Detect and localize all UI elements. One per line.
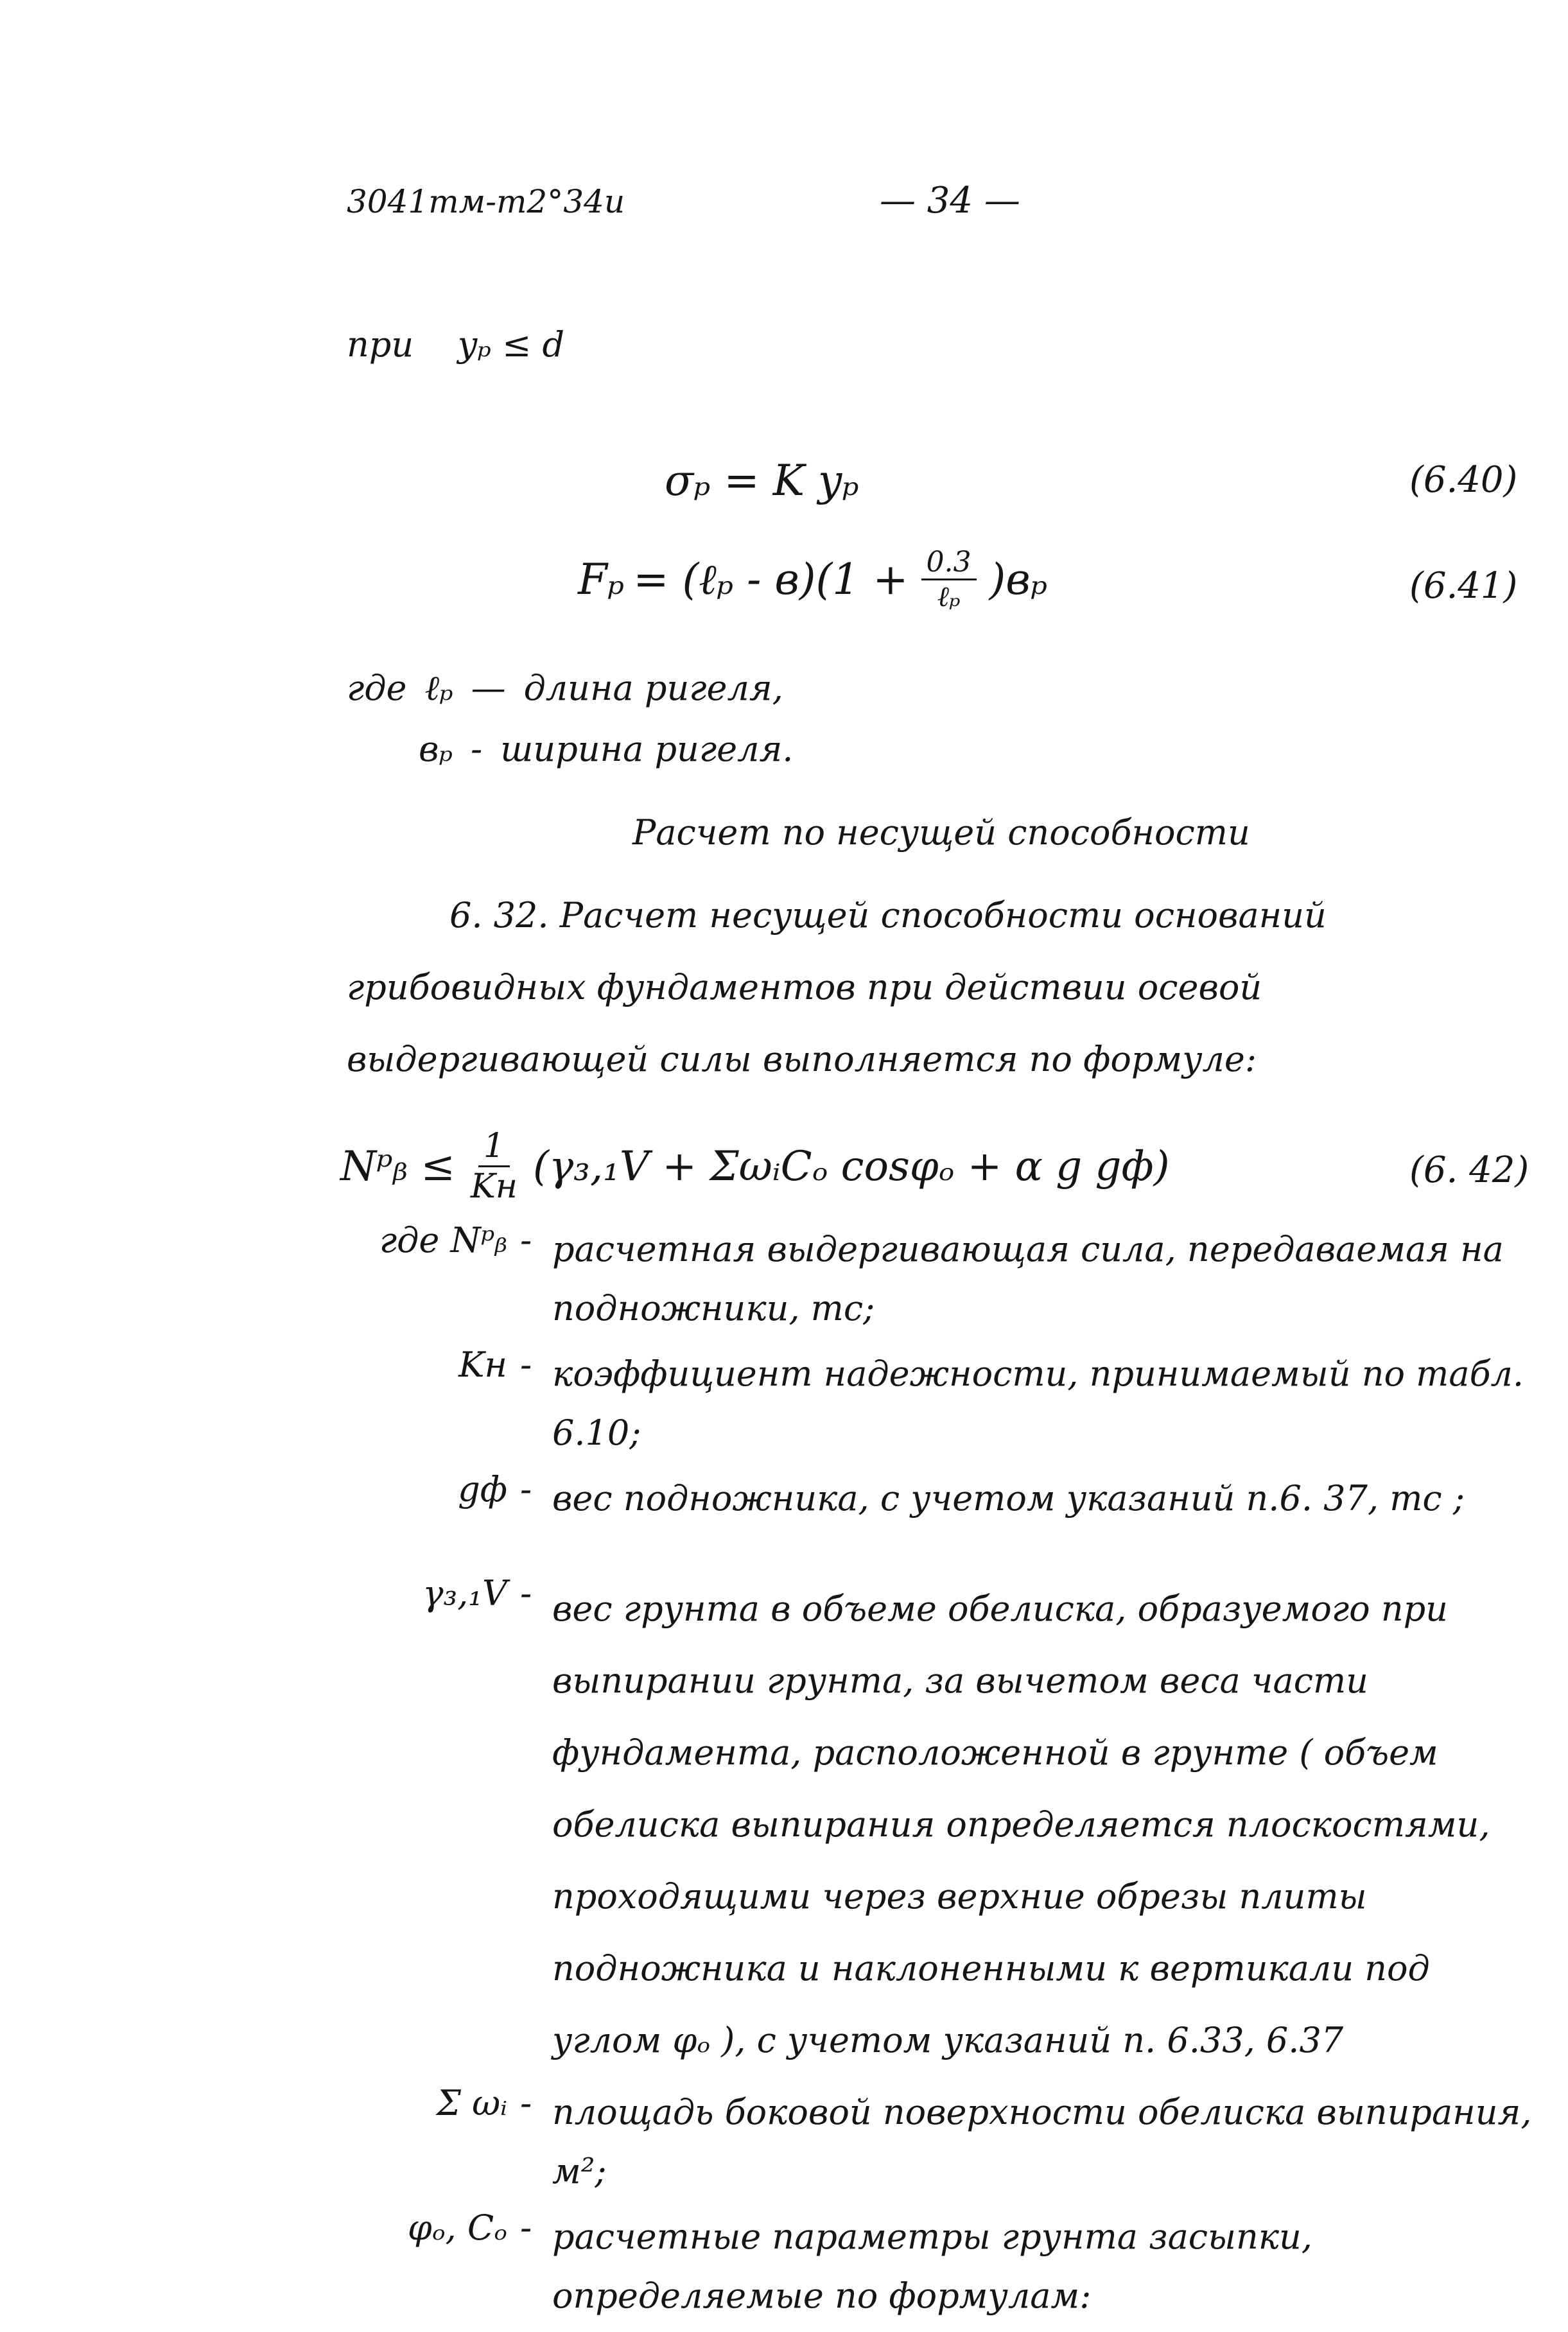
document-code: 3041тм-т2°34и <box>347 183 625 220</box>
definition-symbol: φₒ, Cₒ <box>407 2207 507 2248</box>
formula-6-42-number: (6. 42) <box>1409 1149 1529 1191</box>
definition-dash: - <box>520 1220 532 1260</box>
definition-row <box>347 2083 1541 2201</box>
definition-symbol-text: Nᵖᵦ <box>450 1220 507 1260</box>
definitions-list <box>347 1220 1541 2332</box>
formula-6-41-number: (6.41) <box>1409 565 1518 607</box>
section-title: Расчет по несущей способности <box>632 812 1250 853</box>
definition-symbol: Kн <box>458 1344 507 1385</box>
formula-6-42-rhs: (γ₃,₁V + ΣωᵢCₒ cosφₒ + α g gф) <box>532 1142 1170 1190</box>
definition-text: длина ригеля, <box>523 668 783 708</box>
spacer <box>347 1535 1541 1573</box>
fraction-denominator: Kн <box>470 1167 518 1206</box>
definition-lead: где <box>347 668 407 708</box>
fraction-denominator: ℓₚ <box>937 580 961 613</box>
condition-expression: yₚ ≤ d <box>457 324 565 365</box>
formula-6-40-number: (6.40) <box>1409 459 1518 501</box>
definition-symbol: γ₃,₁V <box>422 1573 507 1614</box>
definition-text: вес грунта в объеме обелиска, образуемого при выпирании грунта, за вычетом веса части фундамента, расположенной в грунте ( объем обелиска выпирания определяется плоскостями, проходящими через верхние обрезы плиты подножника и наклоненными к вертикали под углом φₒ ), с учетом указаний п. 6.33, 6.37 <box>552 1588 1490 2060</box>
fraction-numerator: 1 <box>478 1127 510 1167</box>
formula-6-41 <box>578 546 1047 613</box>
formula-6-41-mid: = (ℓₚ - в)(1 + <box>633 554 909 604</box>
condition-prefix: при <box>347 324 414 365</box>
paragraph-6-32 <box>347 880 1515 1095</box>
definition-row <box>347 668 783 708</box>
definition-row <box>347 2207 1541 2326</box>
definition-dash: - <box>520 1469 532 1510</box>
definition-row <box>347 1344 1541 1463</box>
definition-dash: - <box>471 729 483 769</box>
definition-symbol <box>347 1220 520 1260</box>
formula-6-41-lhs: Fₚ <box>578 555 625 604</box>
formula-6-41-rhs: )вₚ <box>989 555 1048 604</box>
definition-row <box>347 1469 1541 1528</box>
definition-text: ширина ригеля. <box>500 729 794 769</box>
formula-6-41-fraction <box>921 546 977 613</box>
definition-symbol: Σ ωᵢ <box>436 2083 507 2123</box>
definition-text: площадь боковой поверхности обелиска выпирания, м²; <box>552 2092 1532 2191</box>
formula-6-40: σₚ = K yₚ <box>665 456 859 505</box>
definition-dash: - <box>520 2207 532 2248</box>
fraction-numerator: 0.3 <box>921 546 977 580</box>
condition-line <box>347 324 564 365</box>
formula-6-42-fraction <box>466 1127 523 1206</box>
definition-lead: где <box>379 1220 440 1260</box>
paragraph-text: 6. 32. Расчет несущей способности оснований грибовидных фундаментов при действии осевой выдергивающей силы выполняется по формуле: <box>347 895 1327 1079</box>
definition-symbol: ℓₚ <box>424 668 453 708</box>
definition-text: расчетные параметры грунта засыпки, определяемые по формулам: <box>552 2216 1312 2316</box>
definition-dash: - <box>520 2083 532 2123</box>
definition-row <box>347 1573 1541 2076</box>
definition-text: вес подножника, с учетом указаний п.6. 37, тс ; <box>552 1478 1465 1518</box>
formula-6-42-lhs: Nᵖᵦ ≤ <box>340 1142 455 1190</box>
definition-dash: — <box>471 668 506 708</box>
definition-row <box>347 1220 1541 1338</box>
definition-dash: - <box>520 1573 532 1614</box>
definition-text: расчетная выдергивающая сила, передаваемая на подножники, тс; <box>552 1229 1504 1328</box>
definition-dash: - <box>520 1344 532 1385</box>
formula-6-42 <box>340 1127 1170 1206</box>
definition-symbol: gф <box>458 1469 507 1510</box>
definition-text: коэффициент надежности, принимаемый по табл. 6.10; <box>552 1353 1524 1453</box>
definition-symbol: вₚ <box>419 729 453 769</box>
page-number: — 34 — <box>880 180 1020 222</box>
definition-row <box>419 729 793 769</box>
